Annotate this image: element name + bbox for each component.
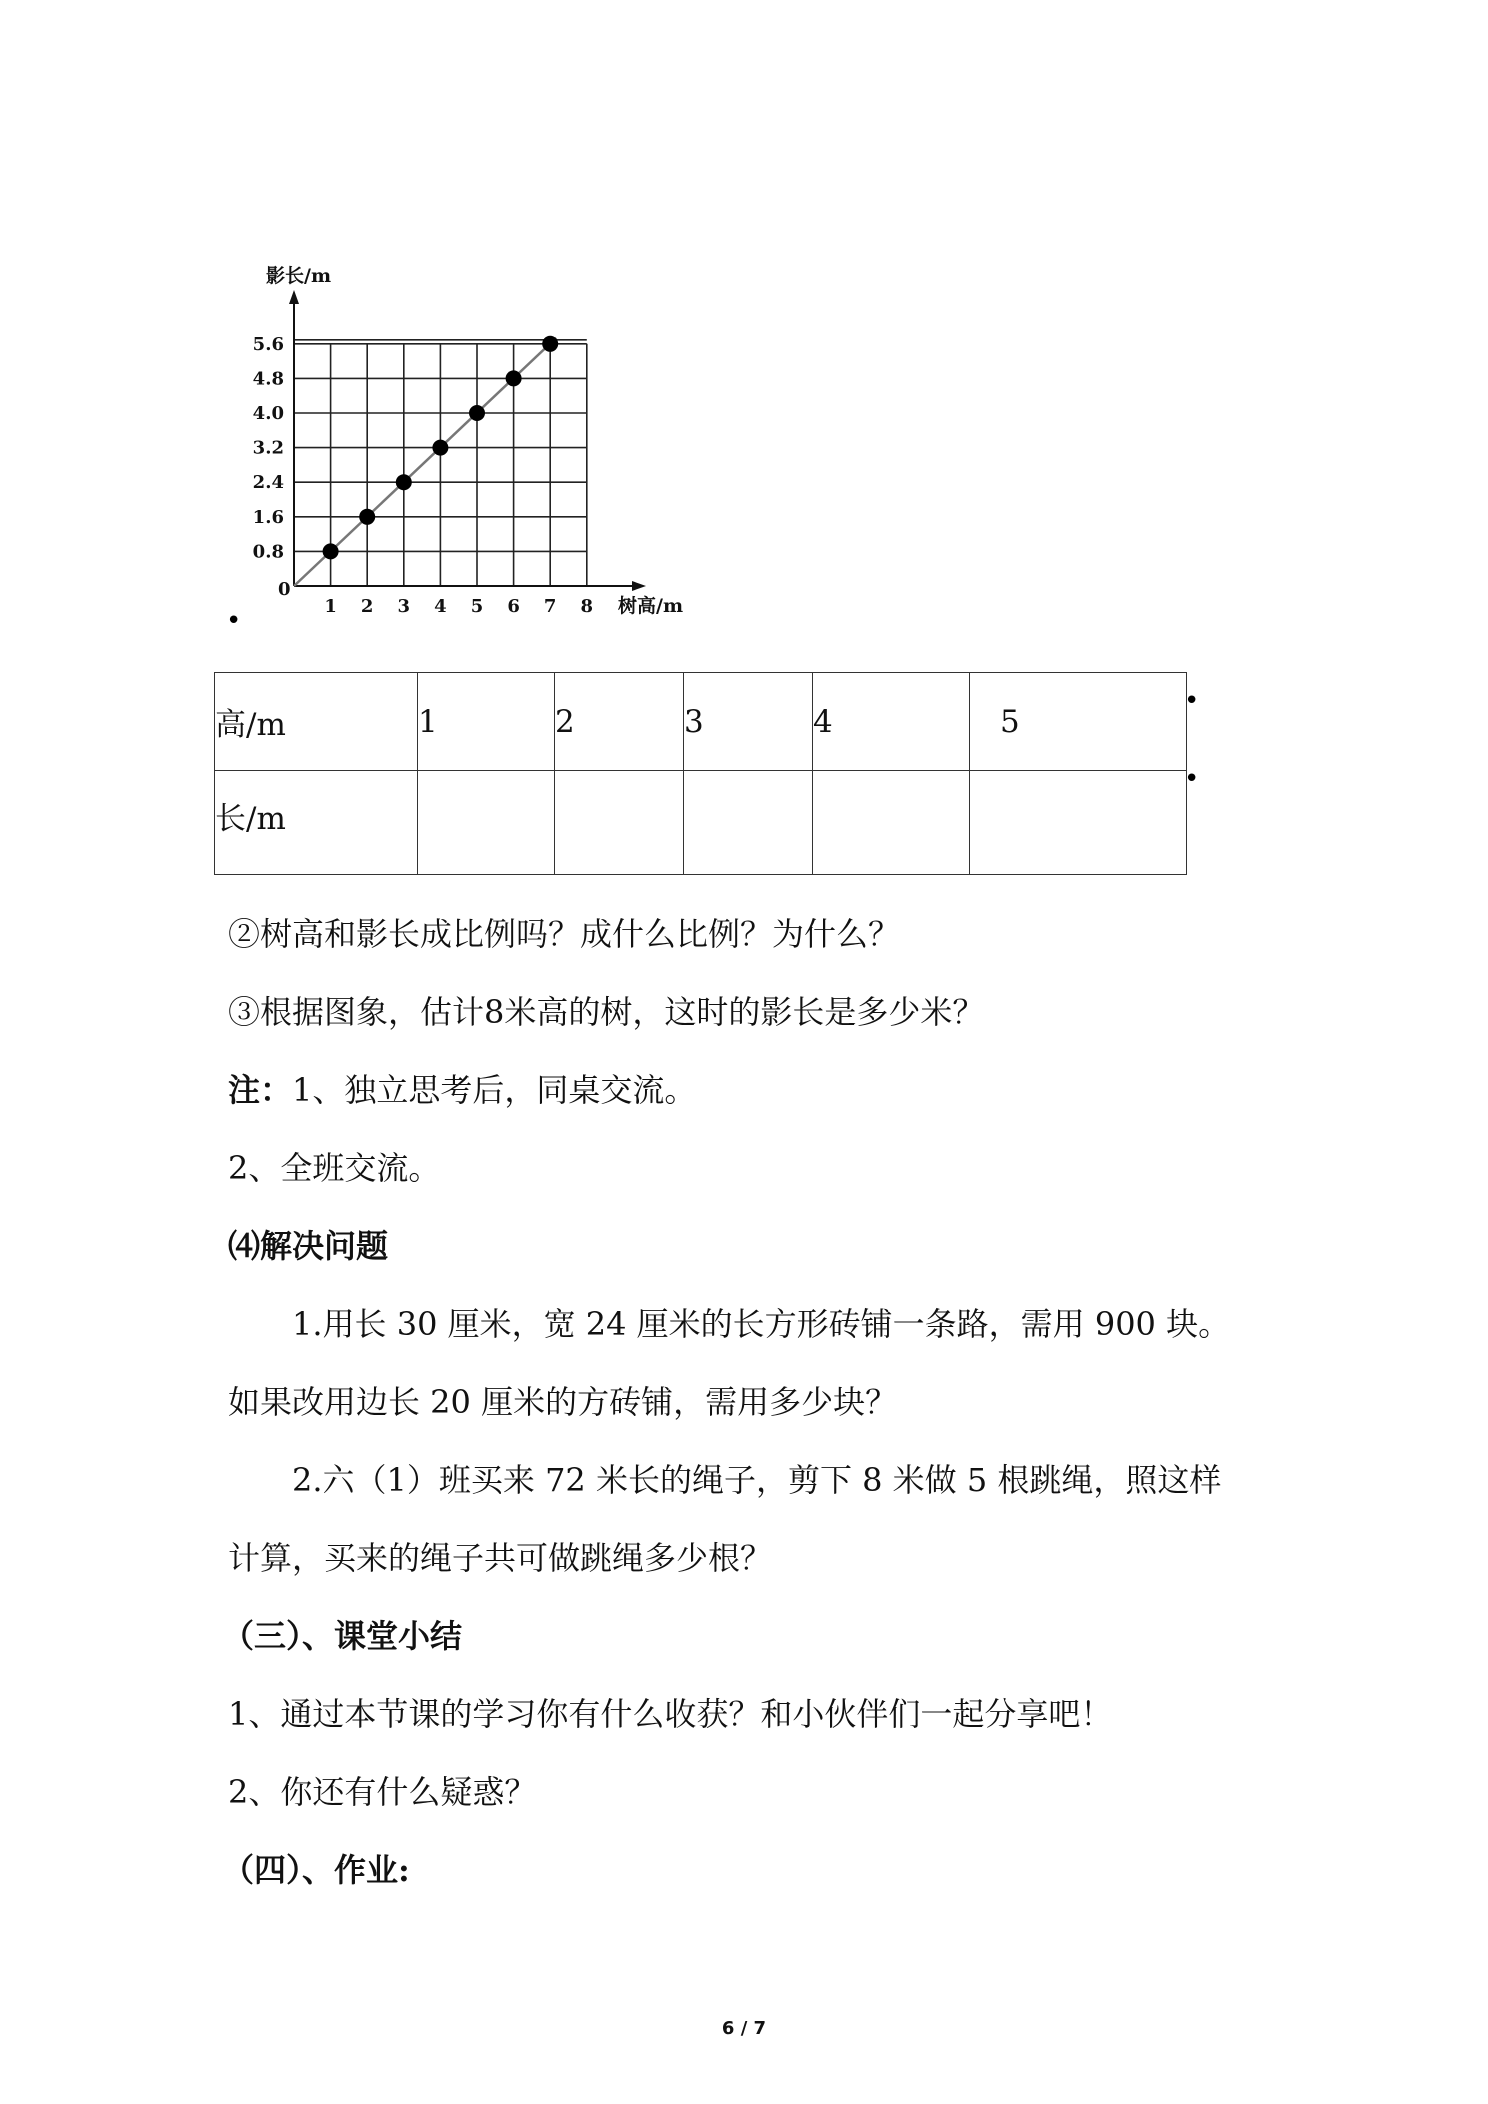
bullet-marker: • xyxy=(1184,764,1200,794)
origin-label: 0 xyxy=(278,579,291,600)
x-tick-label: 4 xyxy=(434,596,447,617)
problem-1-line-1: 1.用长 30 厘米，宽 24 厘米的长方形砖铺一条路，需用 900 块。 xyxy=(292,1305,1231,1343)
table-row xyxy=(215,673,1187,771)
question-2: ②树高和影长成比例吗？成什么比例？为什么？ xyxy=(228,915,901,953)
table-cell: 4 xyxy=(813,673,970,771)
x-tick-label: 2 xyxy=(360,596,374,617)
table-cell xyxy=(684,771,813,875)
data-point xyxy=(323,543,339,559)
bullet-marker: • xyxy=(1184,686,1200,716)
y-tick-label: 4.0 xyxy=(252,403,284,424)
note-line-2: 2、全班交流。 xyxy=(228,1149,441,1187)
problem-1-line-2: 如果改用边长 20 厘米的方砖铺，需用多少块？ xyxy=(228,1383,898,1421)
data-point xyxy=(396,474,412,490)
table-cell: 长/m xyxy=(215,771,418,875)
question-3: ③根据图象，估计8米高的树，这时的影长是多少米？ xyxy=(228,993,985,1031)
data-point xyxy=(469,405,485,421)
x-tick-label: 8 xyxy=(580,596,594,617)
page-number: 6 / 7 xyxy=(721,2018,767,2039)
section-heading-4: ⑷解决问题 xyxy=(228,1227,389,1265)
y-axis-label: 影长/m xyxy=(266,265,332,287)
summary-line-1: 1、通过本节课的学习你有什么收获？和小伙伴们一起分享吧！ xyxy=(228,1695,1113,1733)
height-shadow-table xyxy=(214,672,1187,875)
table-cell: 1 xyxy=(418,673,555,771)
data-point xyxy=(359,509,375,525)
note-text-1: 1、独立思考后，同桌交流。 xyxy=(292,1071,697,1109)
data-point xyxy=(542,336,558,352)
table-cell xyxy=(418,771,555,875)
x-tick-label: 7 xyxy=(543,596,557,617)
y-tick-label: 5.6 xyxy=(252,333,284,355)
note-line-1 xyxy=(228,1070,696,1110)
x-tick-label: 1 xyxy=(324,596,337,617)
section-heading-3: （三）、课堂小结 xyxy=(222,1617,463,1655)
x-tick-label: 5 xyxy=(470,596,484,617)
shadow-length-chart xyxy=(236,238,706,624)
table-cell: 2 xyxy=(555,673,684,771)
table-cell xyxy=(970,771,1187,875)
table-cell: 5 xyxy=(970,673,1187,771)
table-row xyxy=(215,771,1187,875)
y-tick-label: 3.2 xyxy=(252,437,284,459)
note-label: 注： xyxy=(228,1071,293,1109)
chart-axes xyxy=(289,290,646,591)
summary-line-2: 2、你还有什么疑惑？ xyxy=(228,1773,537,1811)
x-axis-arrow xyxy=(632,581,646,591)
bullet-marker: • xyxy=(226,606,242,636)
table-cell xyxy=(813,771,970,875)
problem-2-line-1: 2.六（1）班买来 72 米长的绳子，剪下 8 米做 5 根跳绳，照这样 xyxy=(292,1461,1222,1499)
y-tick-label: 0.8 xyxy=(252,541,284,563)
x-axis-label: 树高/m xyxy=(618,595,684,617)
x-tick-label: 6 xyxy=(507,596,520,617)
problem-2-line-2: 计算，买来的绳子共可做跳绳多少根？ xyxy=(228,1539,773,1577)
data-point xyxy=(506,370,522,386)
y-axis-arrow xyxy=(289,290,299,304)
section-heading-homework: （四）、作业: xyxy=(222,1851,410,1889)
table-cell xyxy=(555,771,684,875)
table-cell: 高/m xyxy=(215,673,418,771)
data-point xyxy=(432,440,448,456)
y-tick-label: 1.6 xyxy=(252,506,284,528)
y-tick-label: 2.4 xyxy=(252,472,284,494)
y-tick-label: 4.8 xyxy=(252,368,284,390)
table-cell: 3 xyxy=(684,673,813,771)
x-tick-label: 3 xyxy=(397,596,411,617)
